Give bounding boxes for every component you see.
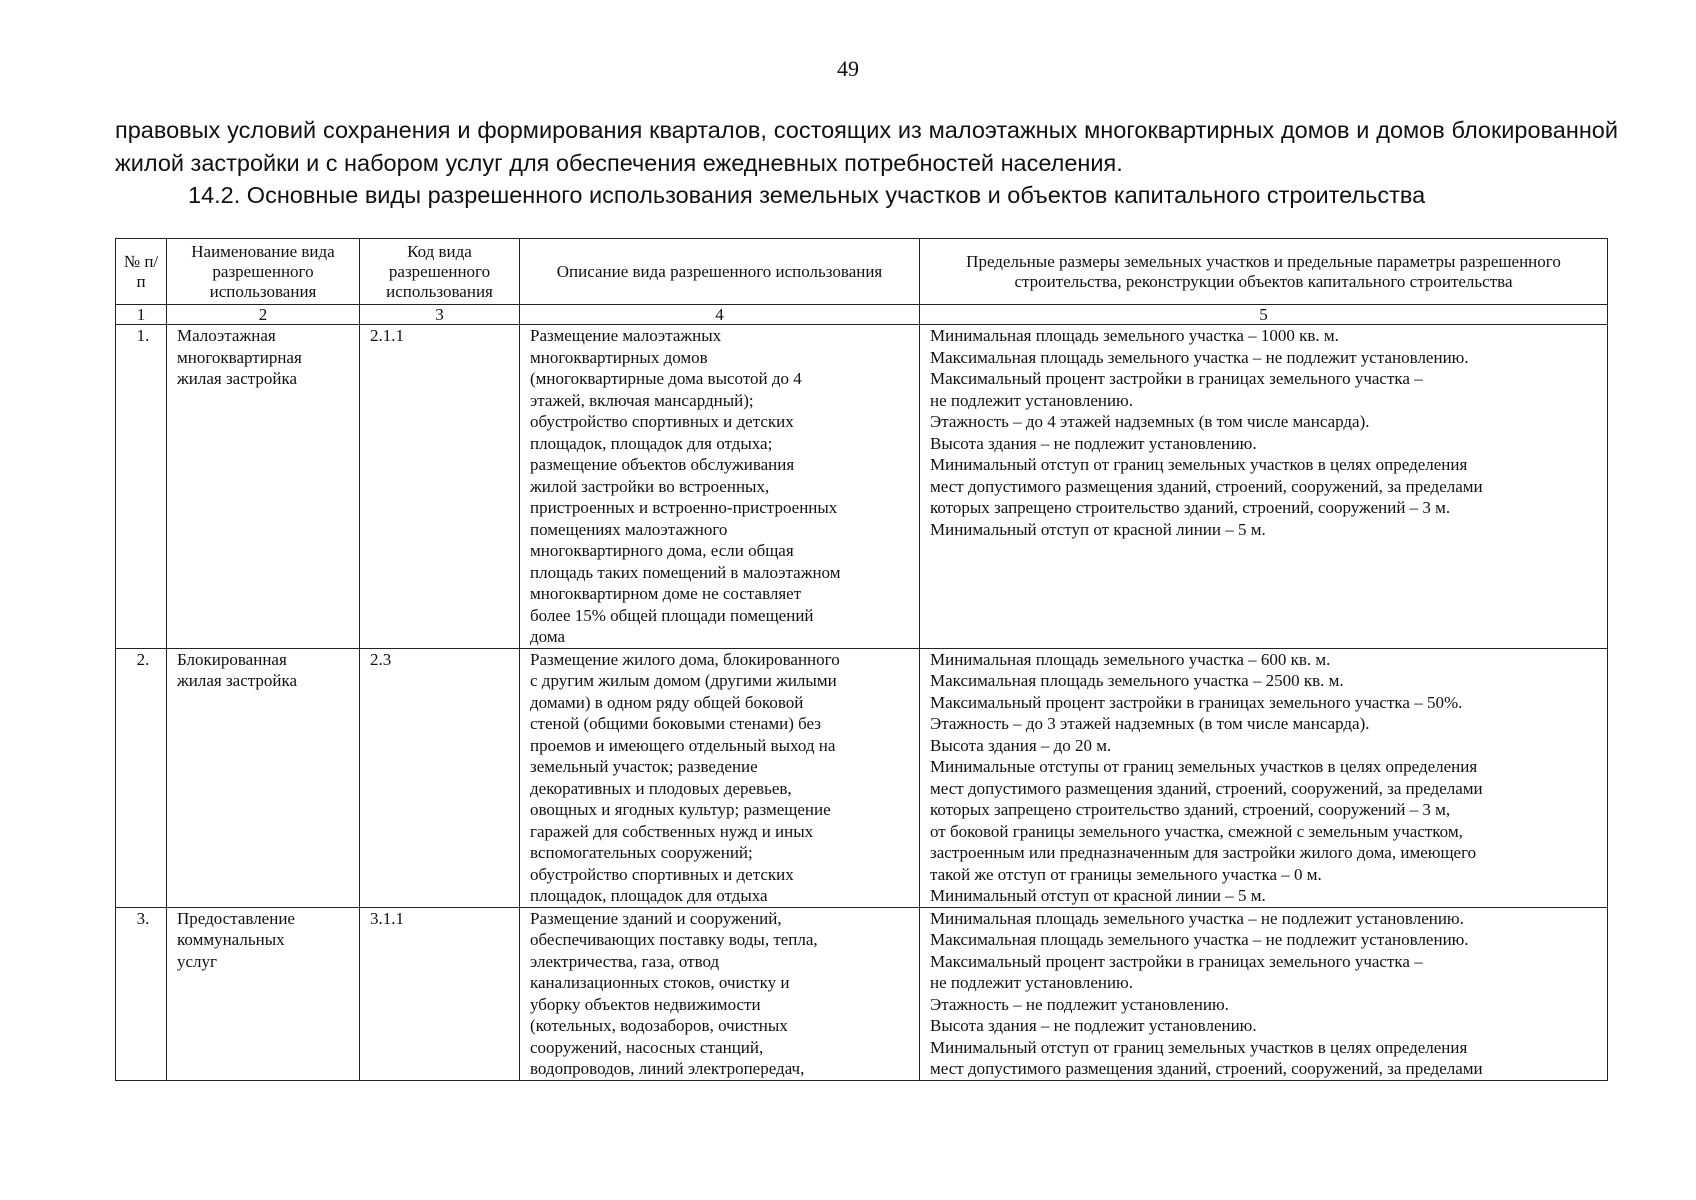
cell-line: обеспечивающих поставку воды, тепла, [530, 930, 818, 949]
intro-paragraph: правовых условий сохранения и формирования кварталов, состоящих из малоэтажных многоквартирных домов и домов блокированной жилой застройки и с набором услуг для обеспечения ежедневных потребностей населения. [115, 117, 1618, 176]
cell-line: мест допустимого размещения зданий, строений, сооружений, за пределами [930, 1059, 1483, 1078]
use-description [520, 907, 920, 1080]
cell-line: жилая застройка [177, 369, 298, 388]
use-name [167, 325, 360, 649]
cell-line: этажей, включая мансардный); [530, 390, 754, 410]
cell-line: Блокированная [177, 649, 287, 669]
cell-line: Минимальная площадь земельного участка – 600 кв. м. [930, 649, 1331, 669]
cell-line: Максимальный процент застройки в границах земельного участка – [930, 951, 1423, 971]
header-code: Код вида разрешенного использования [360, 239, 520, 305]
cell-line: многоквартирная [177, 347, 302, 367]
cell-line: мест допустимого размещения зданий, строений, сооружений, за пределами [930, 778, 1483, 798]
column-number-row [116, 305, 1608, 325]
cell-line: домами) в одном ряду общей боковой [530, 692, 804, 712]
land-use-table [115, 238, 1608, 1081]
cell-line: Максимальный процент застройки в границах земельного участка – [930, 369, 1423, 388]
cell-line: Размещение жилого дома, блокированного [530, 649, 840, 669]
column-number: 1 [116, 305, 167, 325]
cell-line: гаражей для собственных нужд и иных [530, 821, 814, 841]
cell-line: застроенным или предназначенным для застройки жилого дома, имеющего [930, 843, 1477, 862]
cell-line: жилой застройки во встроенных, [530, 476, 770, 496]
cell-line: Минимальная площадь земельного участка – не подлежит установлению. [930, 908, 1464, 928]
cell-line: Максимальная площадь земельного участка – 2500 кв. м. [930, 671, 1344, 690]
cell-line: Минимальный отступ от границ земельных участков в целях определения [930, 455, 1468, 474]
cell-line: пристроенных и встроенно-пристроенных [530, 498, 838, 517]
cell-line: стеной (общими боковыми стенами) без [530, 714, 821, 733]
use-limits [920, 325, 1608, 649]
cell-line: обустройство спортивных и детских [530, 412, 794, 431]
cell-line: Высота здания – не подлежит установлению. [930, 1016, 1257, 1035]
cell-line: такой же отступ от границы земельного участка – 0 м. [930, 864, 1322, 884]
column-number: 2 [167, 305, 360, 325]
cell-line: уборку объектов недвижимости [530, 994, 761, 1014]
cell-line: жилая застройка [177, 671, 298, 690]
cell-line: Минимальная площадь земельного участка – 1000 кв. м. [930, 326, 1339, 345]
cell-line: площадок, площадок для отдыха [530, 886, 768, 905]
cell-line: водопроводов, линий электропередач, [530, 1059, 805, 1078]
cell-line: Размещение зданий и сооружений, [530, 908, 782, 928]
section-heading: 14.2. Основные виды разрешенного использования земельных участков и объектов капитального строительства [188, 182, 1426, 208]
cell-line: более 15% общей площади помещений [530, 605, 814, 625]
cell-line: Максимальный процент застройки в границах земельного участка – 50%. [930, 692, 1463, 712]
cell-line: не подлежит установлению. [930, 390, 1134, 410]
cell-line: земельный участок; разведение [530, 757, 758, 776]
use-name [167, 648, 360, 907]
cell-line: Малоэтажная [177, 326, 276, 345]
cell-line: многоквартирном доме не составляет [530, 584, 802, 603]
cell-line: многоквартирного дома, если общая [530, 541, 794, 560]
cell-line: Высота здания – до 20 м. [930, 735, 1112, 755]
cell-line: Этажность – до 3 этажей надземных (в том числе мансарда). [930, 714, 1370, 733]
cell-line: размещение объектов обслуживания [530, 455, 795, 474]
use-code: 2.3 [360, 648, 520, 907]
use-limits [920, 648, 1608, 907]
row-number: 3. [116, 907, 167, 1080]
column-number: 4 [520, 305, 920, 325]
header-limits: Предельные размеры земельных участков и предельные параметры разрешенного строительства, реконструкции объектов капитального строительства [920, 239, 1608, 305]
header-name: Наименование вида разрешенного использования [167, 239, 360, 305]
cell-line: которых запрещено строительство зданий, строений, сооружений – 3 м. [930, 498, 1451, 517]
use-description [520, 648, 920, 907]
cell-line: Минимальный отступ от красной линии – 5 м. [930, 886, 1266, 905]
cell-line: от боковой границы земельного участка, смежной с земельным участком, [930, 821, 1463, 841]
header-description: Описание вида разрешенного использования [520, 239, 920, 305]
cell-line: которых запрещено строительство зданий, строений, сооружений – 3 м, [930, 800, 1451, 819]
cell-line: Минимальный отступ от границ земельных участков в целях определения [930, 1037, 1468, 1057]
cell-line: Минимальный отступ от красной линии – 5 м. [930, 519, 1266, 539]
cell-line: Высота здания – не подлежит установлению. [930, 433, 1257, 453]
page-number: 49 [837, 56, 859, 81]
cell-line: коммунальных [177, 930, 285, 949]
cell-line: Этажность – до 4 этажей надземных (в том числе мансарда). [930, 412, 1370, 431]
table-header-row [116, 239, 1608, 305]
cell-line: проемов и имеющего отдельный выход на [530, 735, 836, 755]
cell-line: Максимальная площадь земельного участка – не подлежит установлению. [930, 347, 1469, 367]
cell-line: канализационных стоков, очистку и [530, 973, 790, 992]
cell-line: площадь таких помещений в малоэтажном [530, 562, 841, 582]
cell-line: (многоквартирные дома высотой до 4 [530, 369, 802, 388]
header-num: № п/п [116, 239, 167, 305]
cell-line: площадок, площадок для отдыха; [530, 433, 773, 453]
cell-line: Максимальная площадь земельного участка – не подлежит установлению. [930, 930, 1469, 949]
table-row [116, 648, 1608, 907]
cell-line: овощных и ягодных культур; размещение [530, 800, 831, 819]
column-number: 5 [920, 305, 1608, 325]
cell-line: вспомогательных сооружений; [530, 843, 753, 862]
use-code: 2.1.1 [360, 325, 520, 649]
cell-line: Размещение малоэтажных [530, 326, 722, 345]
cell-line: мест допустимого размещения зданий, строений, сооружений, за пределами [930, 476, 1483, 496]
cell-line: многоквартирных домов [530, 347, 708, 367]
table-row [116, 907, 1608, 1080]
cell-line: Этажность – не подлежит установлению. [930, 994, 1229, 1014]
cell-line: помещениях малоэтажного [530, 519, 728, 539]
cell-line: Предоставление [177, 908, 295, 928]
table-row [116, 325, 1608, 649]
cell-line: услуг [177, 951, 218, 971]
use-name [167, 907, 360, 1080]
cell-line: электричества, газа, отвод [530, 951, 720, 971]
cell-line: дома [530, 627, 566, 646]
column-number: 3 [360, 305, 520, 325]
cell-line: (котельных, водозаборов, очистных [530, 1016, 788, 1035]
row-number: 1. [116, 325, 167, 649]
cell-line: обустройство спортивных и детских [530, 864, 794, 884]
cell-line: сооружений, насосных станций, [530, 1037, 764, 1057]
use-limits [920, 907, 1608, 1080]
cell-line: декоративных и плодовых деревьев, [530, 778, 792, 798]
cell-line: не подлежит установлению. [930, 973, 1134, 992]
cell-line: Минимальные отступы от границ земельных участков в целях определения [930, 757, 1478, 776]
use-code: 3.1.1 [360, 907, 520, 1080]
use-description [520, 325, 920, 649]
cell-line: с другим жилым домом (другими жилыми [530, 671, 837, 690]
row-number: 2. [116, 648, 167, 907]
